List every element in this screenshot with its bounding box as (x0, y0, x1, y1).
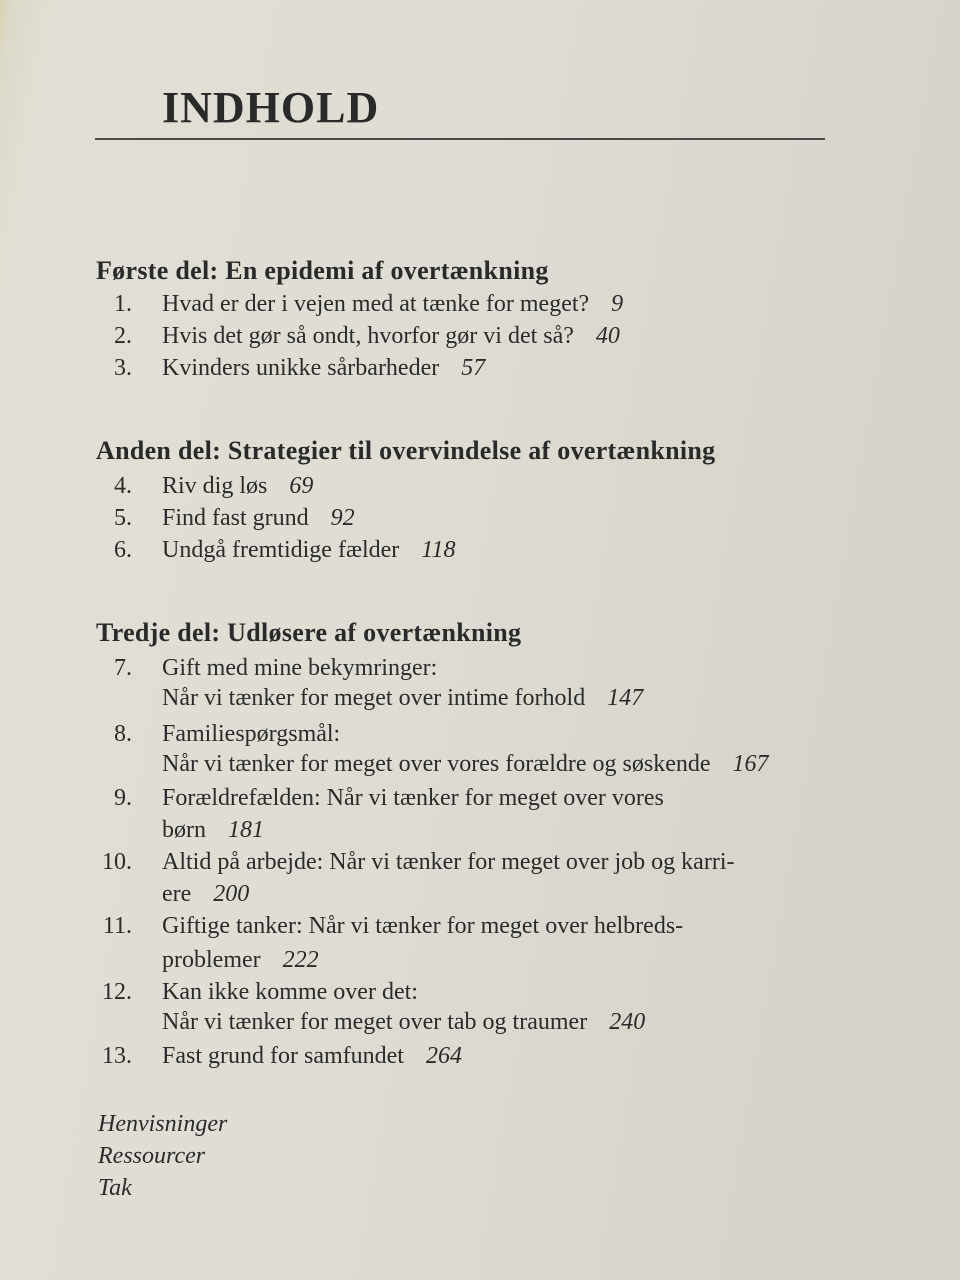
chapter-title: Find fast grund (162, 505, 309, 531)
chapter-number: 12. (102, 979, 132, 1005)
page-number: 40 (595, 323, 620, 349)
page-number: 9 (611, 291, 624, 317)
chapter-number: 9. (114, 785, 132, 811)
chapter-title: Kan ikke komme over det: (162, 979, 418, 1005)
part-heading-1: Første del: En epidemi af overtænkning (96, 256, 549, 285)
page-number: 222 (282, 947, 319, 973)
title-divider (95, 138, 825, 140)
chapter-number: 11. (102, 913, 132, 939)
chapter-title: Familiespørgsmål: (162, 721, 341, 747)
chapter-title: Hvad er der i vejen med at tænke for meget? (162, 291, 590, 317)
chapter-number: 10. (102, 849, 132, 875)
page-number: 69 (289, 473, 314, 499)
backmatter-acknowledgements: Tak (98, 1175, 132, 1201)
chapter-title-continued: problemer (162, 947, 261, 973)
page-number: 264 (425, 1043, 462, 1069)
chapter-number: 8. (114, 721, 132, 747)
page-number: 181 (228, 817, 264, 843)
chapter-title: Gift med mine bekymringer: (162, 655, 438, 681)
page-number: 200 (213, 881, 250, 907)
chapter-number: 6. (114, 537, 132, 563)
part-heading-2: Anden del: Strategier til overvindelse af overtænkning (96, 436, 716, 465)
chapter-number: 3. (114, 355, 132, 381)
chapter-title: Altid på arbejde: Når vi tænker for meget over job og karri- (162, 849, 735, 875)
page-number: 240 (609, 1009, 646, 1035)
chapter-title: Kvinders unikke sårbarheder (162, 355, 440, 381)
page-number: 118 (421, 537, 456, 563)
page-title: INDHOLD (162, 83, 380, 132)
chapter-title: Riv dig løs (162, 473, 268, 499)
page-number: 57 (461, 355, 486, 381)
chapter-title-continued: børn (162, 817, 206, 843)
chapter-title: Undgå fremtidige fælder (162, 537, 400, 563)
chapter-number: 1. (114, 291, 132, 317)
chapter-number: 4. (114, 473, 132, 499)
page-number: 167 (732, 751, 769, 777)
chapter-subtitle: Når vi tænker for meget over intime forhold (162, 685, 586, 711)
part-heading-3: Tredje del: Udløsere af overtænkning (96, 618, 522, 647)
chapter-number: 13. (102, 1043, 132, 1069)
chapter-number: 5. (114, 505, 132, 531)
page-number: 92 (330, 505, 355, 531)
chapter-title-continued: ere (162, 881, 192, 907)
chapter-subtitle: Når vi tænker for meget over tab og traumer (162, 1009, 588, 1035)
chapter-subtitle: Når vi tænker for meget over vores forældre og søskende (162, 751, 711, 777)
chapter-number: 2. (114, 323, 132, 349)
backmatter-references: Henvisninger (98, 1111, 228, 1137)
chapter-title: Fast grund for samfundet (162, 1043, 404, 1069)
chapter-number: 7. (114, 655, 132, 681)
chapter-title: Forældrefælden: Når vi tænker for meget over vores (162, 785, 664, 811)
backmatter-resources: Ressourcer (98, 1143, 206, 1169)
page-number: 147 (607, 685, 644, 711)
chapter-title: Giftige tanker: Når vi tænker for meget over helbreds- (162, 913, 684, 939)
chapter-title: Hvis det gør så ondt, hvorfor gør vi det så? (162, 323, 574, 349)
